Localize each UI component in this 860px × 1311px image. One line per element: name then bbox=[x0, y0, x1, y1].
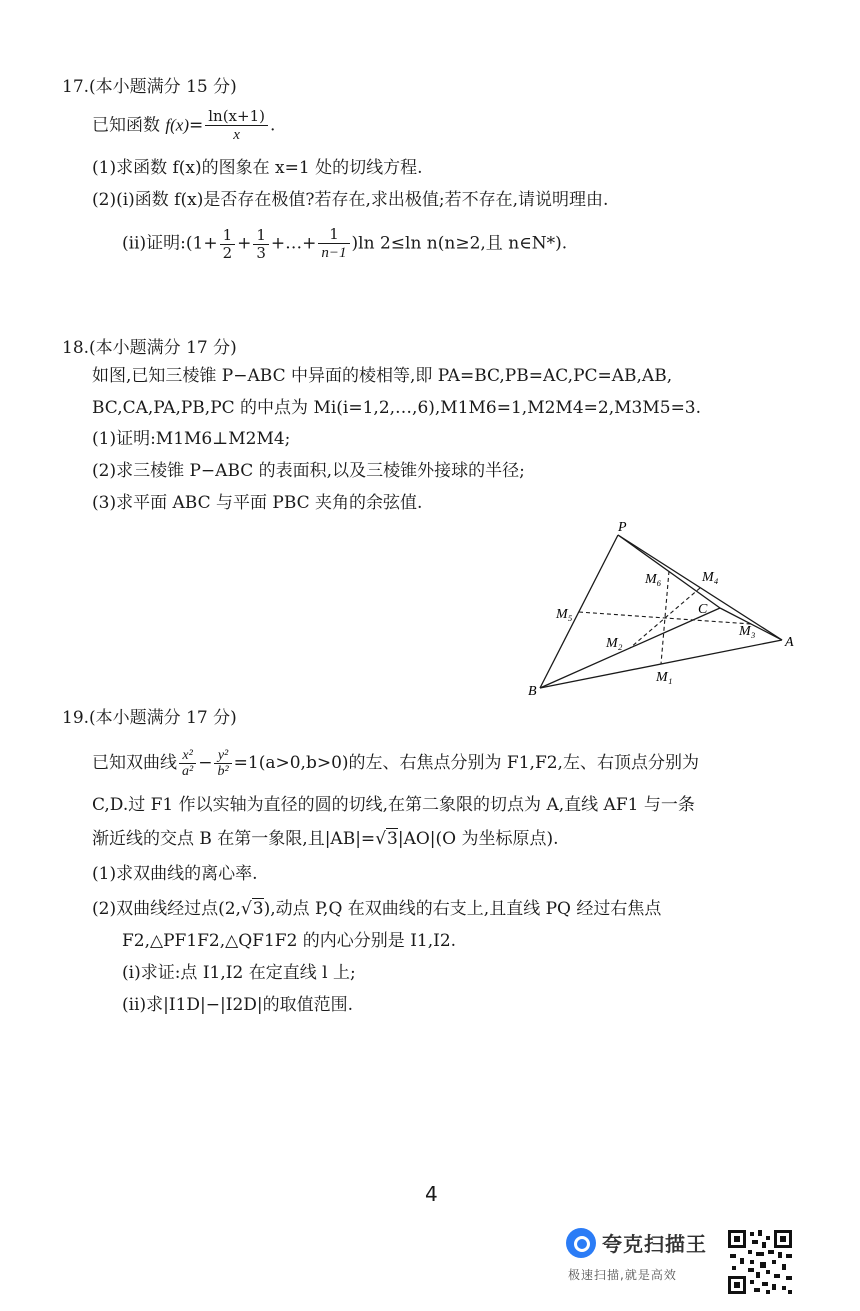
frac-third: $\frac{1}{3}$ bbox=[253, 227, 269, 262]
q17-function-fraction: $\frac{\ln(x+1)}{x}$ bbox=[205, 108, 268, 144]
q19-part2-line2: F2,△PF1F2,△QF1F2 的内心分别是 I1,I2. bbox=[122, 931, 457, 951]
q17-intro: 已知函数 f(x)= $\frac{\ln(x+1)}{x}$ . bbox=[92, 107, 276, 143]
label-m2: M₂ bbox=[606, 636, 623, 651]
q19-line1: 已知双曲线 $\frac{\text{x²}}{\text{a²}}$ − $\frac{\text{y²}}{\text{b²}}$ =1(a>0,b>0)的左、右焦点分别为 F1,F2,左、右顶点分别为 bbox=[92, 748, 699, 779]
q18-line2: BC,CA,PA,PB,PC 的中点为 Mi(i=1,2,…,6),M1M6=1,M2M4=2,M3M5=3. bbox=[92, 398, 702, 418]
frac-x2-a2: $\frac{\text{x²}}{\text{a²}}$ bbox=[179, 748, 196, 779]
tetrahedron-diagram bbox=[520, 515, 810, 700]
q18-line1: 如图,已知三棱锥 P−ABC 中异面的棱相等,即 PA=BC,PB=AC,PC=AB,AB, bbox=[92, 366, 673, 386]
watermark-slogan: 极速扫描,就是高效 bbox=[568, 1268, 677, 1282]
q17-part2-i: (2)(ⅰ)函数 f(x)是否存在极值?若存在,求出极值;若不存在,请说明理由. bbox=[92, 190, 609, 210]
q19-part2-ii: (ⅱ)求|I1D|−|I2D|的取值范围. bbox=[122, 995, 354, 1015]
q19-header: 19.(本小题满分 17 分) bbox=[62, 708, 237, 728]
q17-part1: (1)求函数 f(x)的图象在 x=1 处的切线方程. bbox=[92, 158, 423, 178]
label-m6: M₆ bbox=[645, 572, 662, 587]
label-m4: M₄ bbox=[702, 570, 719, 585]
frac-n: $\frac{1}{n-1}$ bbox=[318, 226, 349, 262]
label-b: B bbox=[528, 684, 537, 699]
qr-code-icon bbox=[726, 1228, 794, 1296]
q17-header: 17.(本小题满分 15 分) bbox=[62, 77, 237, 97]
scanner-watermark bbox=[566, 1222, 726, 1292]
page-number: 4 bbox=[425, 1182, 438, 1206]
q18-part1: (1)证明:M1M6⊥M2M4; bbox=[92, 429, 291, 449]
label-m5: M₅ bbox=[556, 607, 573, 622]
q19-line3: 渐近线的交点 B 在第一象限,且|AB|=√3|AO|(O 为坐标原点). bbox=[92, 829, 559, 849]
frac-y2-b2: $\frac{\text{y²}}{\text{b²}}$ bbox=[214, 748, 231, 779]
label-p: P bbox=[618, 520, 627, 535]
label-m1: M₁ bbox=[656, 670, 673, 685]
q17-part2-ii: (ⅱ)证明:(1+ $\frac{1}{2}$ + $\frac{1}{3}$ +…+ $\frac{1}{n-1}$ )ln 2≤ln n(n≥2,且 n∈N*). bbox=[122, 225, 568, 262]
quark-logo-icon bbox=[566, 1228, 596, 1258]
q18-part2: (2)求三棱锥 P−ABC 的表面积,以及三棱锥外接球的半径; bbox=[92, 461, 525, 481]
q19-line2: C,D.过 F1 作以实轴为直径的圆的切线,在第二象限的切点为 A,直线 AF1 与一条 bbox=[92, 795, 695, 815]
q19-part1: (1)求双曲线的离心率. bbox=[92, 864, 258, 884]
q18-part3: (3)求平面 ABC 与平面 PBC 夹角的余弦值. bbox=[92, 493, 423, 513]
q19-part2: (2)双曲线经过点(2,√3),动点 P,Q 在双曲线的右支上,且直线 PQ 经过右焦点 bbox=[92, 899, 662, 919]
watermark-name: 夸克扫描王 bbox=[602, 1232, 707, 1256]
q19-part2-i: (ⅰ)求证:点 I1,I2 在定直线 l 上; bbox=[122, 963, 356, 983]
label-c: C bbox=[698, 602, 708, 617]
frac-half: $\frac{1}{2}$ bbox=[220, 227, 236, 262]
label-a: A bbox=[785, 635, 794, 650]
q18-header: 18.(本小题满分 17 分) bbox=[62, 338, 237, 358]
label-m3: M₃ bbox=[739, 624, 756, 639]
